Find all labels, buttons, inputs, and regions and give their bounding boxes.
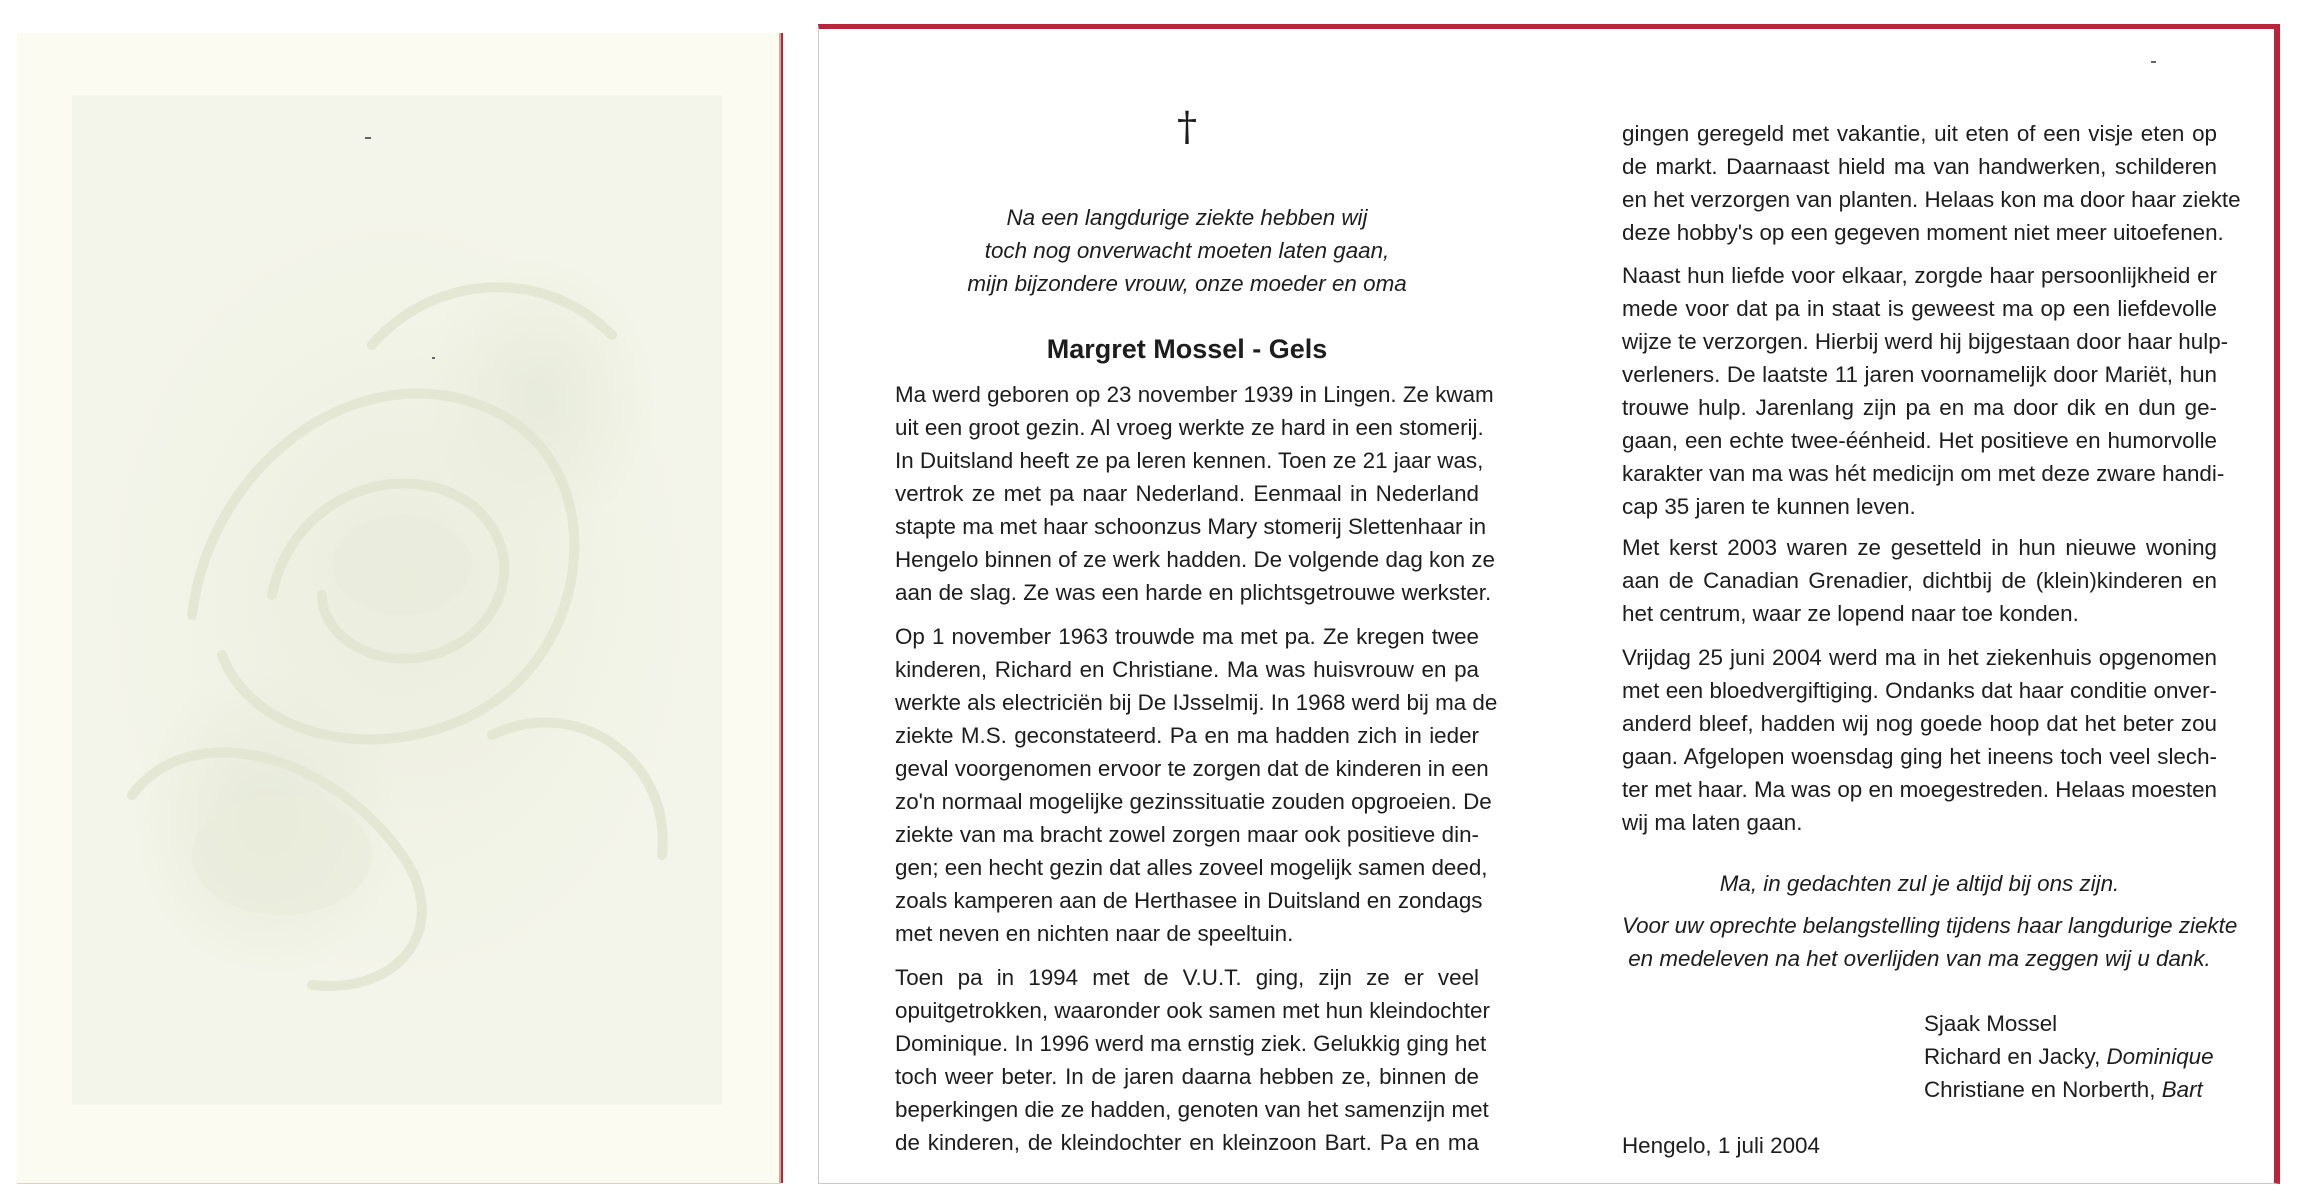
signer-child: Dominique	[2106, 1044, 2214, 1069]
paper-speck	[432, 357, 435, 359]
text-line: Ma werd geboren op 23 november 1939 in Lingen. Ze kwam	[895, 382, 1494, 407]
signer	[1924, 1040, 2224, 1073]
text-line: kinderen, Richard en Christiane. Ma was huisvrouw en pa	[895, 657, 1479, 682]
signer-child: Bart	[2161, 1077, 2203, 1102]
intro-line: mijn bijzondere vrouw, onze moeder en oma	[967, 271, 1407, 296]
paragraph	[895, 961, 1490, 1159]
cross-icon: †	[1177, 104, 1197, 150]
text-line: de markt. Daarnaast hield ma van handwerken, schilderen	[1622, 154, 2217, 179]
text-line: Dominique. In 1996 werd ma ernstig ziek. Gelukkig ging het	[895, 1031, 1487, 1056]
text-line: verleners. De laatste 11 jaren voornamelijk door Mariët, hun	[1622, 362, 2217, 387]
text-line: en het verzorgen van planten. Helaas kon ma door haar ziekte	[1622, 187, 2241, 212]
text-line: het centrum, waar ze lopend naar toe konden.	[1622, 601, 2079, 626]
text-line: ter met haar. Ma was op en moegestreden. Helaas moesten	[1622, 777, 2217, 802]
paragraph	[895, 620, 1498, 950]
intro-text	[895, 201, 1479, 300]
memorial-line	[1622, 867, 2217, 900]
paragraph	[1622, 117, 2241, 249]
text-line: mede voor dat pa in staat is geweest ma op een liefdevolle	[1622, 296, 2217, 321]
intro-line: Na een langdurige ziekte hebben wij	[1006, 205, 1368, 230]
text-line: cap 35 jaren te kunnen leven.	[1622, 494, 1916, 519]
thanks-text	[1622, 909, 2238, 975]
paragraph	[895, 378, 1495, 609]
text-line: met een bloedvergiftiging. Ondanks dat haar conditie onver-	[1622, 678, 2217, 703]
text-line: beperkingen die ze hadden, genoten van het samenzijn met	[895, 1097, 1489, 1122]
signer-name: Christiane en Norberth,	[1924, 1077, 2162, 1102]
text-line: gen; een hecht gezin dat alles zoveel mogelijk samen deed,	[895, 855, 1488, 880]
text-line: toch weer beter. In de jaren daarna hebben ze, binnen de	[895, 1064, 1479, 1089]
paragraph	[1622, 641, 2217, 839]
place-date: Hengelo, 1 juli 2004	[1622, 1133, 1820, 1158]
rose-photo	[72, 95, 722, 1105]
rose-image	[72, 95, 722, 1105]
text-line: zoals kamperen aan de Herthasee in Duitsland en zondags	[895, 888, 1483, 913]
text-line: trouwe hulp. Jarenlang zijn pa en ma door dik en dun ge-	[1622, 395, 2217, 420]
signer	[1924, 1073, 2224, 1106]
text-line: met neven en nichten naar de speeltuin.	[895, 921, 1294, 946]
text-line: gingen geregeld met vakantie, uit eten of een visje eten op	[1622, 121, 2217, 146]
text-line: geval voorgenomen ervoor te zorgen dat de kinderen in een	[895, 756, 1489, 781]
card-inside	[818, 24, 2280, 1184]
card-front	[17, 33, 781, 1183]
signer-name: Richard en Jacky,	[1924, 1044, 2107, 1069]
text-line: Hengelo binnen of ze werk hadden. De volgende dag kon ze	[895, 547, 1495, 572]
paragraph	[1622, 531, 2217, 630]
text-line: stapte ma met haar schoonzus Mary stomerij Slettenhaar in	[895, 514, 1487, 539]
text-line: Vrijdag 25 juni 2004 werd ma in het ziekenhuis opgenomen	[1622, 645, 2217, 670]
signer	[1924, 1007, 2224, 1040]
text-line: wij ma laten gaan.	[1622, 810, 1803, 835]
memorial-text: Ma, in gedachten zul je altijd bij ons zijn.	[1719, 871, 2120, 896]
text-line: werkte als electriciën bij De IJsselmij. In 1968 werd bij ma de	[895, 690, 1498, 715]
text-line: uit een groot gezin. Al vroeg werkte ze hard in een stomerij.	[895, 415, 1484, 440]
text-line: ziekte van ma bracht zowel zorgen maar ook positieve din-	[895, 822, 1479, 847]
thanks-line: Voor uw oprechte belangstelling tijdens haar langdurige ziekte	[1622, 913, 2238, 938]
thanks-line: en medeleven na het overlijden van ma zeggen wij u dank.	[1628, 946, 2211, 971]
text-line: deze hobby's op een gegeven moment niet meer uitoefenen.	[1622, 220, 2224, 245]
text-line: Op 1 november 1963 trouwde ma met pa. Ze kregen twee	[895, 624, 1479, 649]
text-line: vertrok ze met pa naar Nederland. Eenmaal in Nederland	[895, 481, 1479, 506]
text-line: aan de slag. Ze was een harde en plichtsgetrouwe werkster.	[895, 580, 1492, 605]
text-line: Toen pa in 1994 met de V.U.T. ging, zijn ze er veel	[895, 965, 1479, 990]
text-line: gaan, een echte twee-éénheid. Het positieve en humorvolle	[1622, 428, 2217, 453]
deceased-name: Margret Mossel - Gels	[1046, 334, 1328, 364]
text-line: wijze te verzorgen. Hierbij werd hij bijgestaan door haar hulp-	[1622, 329, 2229, 354]
text-line: aan de Canadian Grenadier, dichtbij de (klein)kinderen en	[1622, 568, 2217, 593]
text-line: de kinderen, de kleindochter en kleinzoon Bart. Pa en ma	[895, 1130, 1479, 1155]
text-line: ziekte M.S. geconstateerd. Pa en ma hadden zich in ieder	[895, 723, 1479, 748]
text-line: karakter van ma was hét medicijn om met deze zware handi-	[1622, 461, 2225, 486]
text-line: gaan. Afgelopen woensdag ging het ineens toch veel slech-	[1622, 744, 2217, 769]
text-line: zo'n normaal mogelijke gezinssituatie zouden opgroeien. De	[895, 789, 1492, 814]
text-line: Met kerst 2003 waren ze gesetteld in hun nieuwe woning	[1622, 535, 2217, 560]
paragraph	[1622, 259, 2229, 523]
text-line: anderd bleef, hadden wij nog goede hoop dat het beter zou	[1622, 711, 2217, 736]
text-line: opuitgetrokken, waaronder ook samen met hun kleindochter	[895, 998, 1490, 1023]
signers-list	[1924, 1007, 2224, 1106]
intro-line: toch nog onverwacht moeten laten gaan,	[984, 238, 1390, 263]
paper-speck	[365, 137, 371, 139]
text-line: Naast hun liefde voor elkaar, zorgde haar persoonlijkheid er	[1622, 263, 2217, 288]
text-line: In Duitsland heeft ze pa leren kennen. Toen ze 21 jaar was,	[895, 448, 1484, 473]
paper-speck	[2151, 61, 2156, 63]
signer-name: Sjaak Mossel	[1924, 1011, 2058, 1036]
